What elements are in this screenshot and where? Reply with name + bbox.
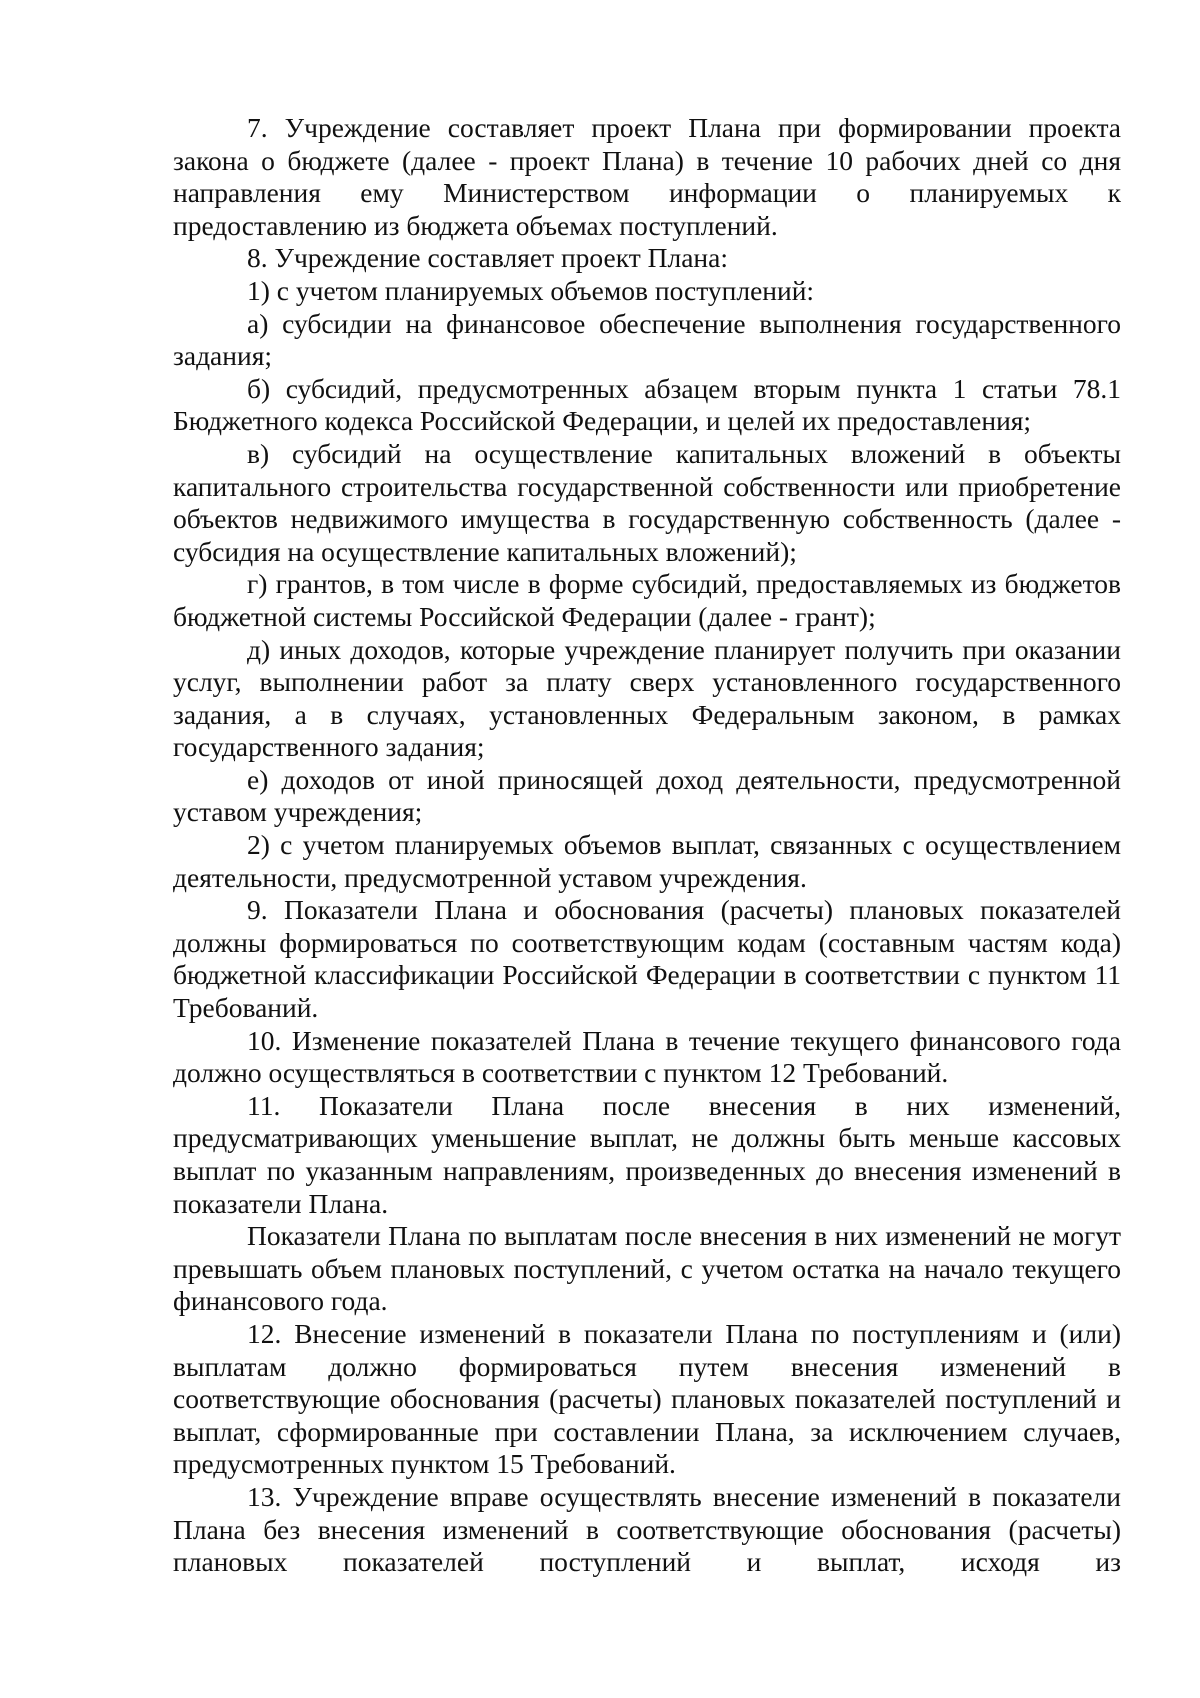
- paragraph-8-item-1-e: е) доходов от иной приносящей доход деятельности, предусмотренной уставом учреждения;: [173, 763, 1121, 828]
- paragraph-8-item-1-g: г) грантов, в том числе в форме субсидий, предоставляемых из бюджетов бюджетной системы Российской Федерации (далее - грант);: [173, 568, 1121, 632]
- paragraph-11: 11. Показатели Плана после внесения в них изменений, предусматривающих уменьшение выплат, не должны быть меньше кассовых выплат по указанным направлениям, произведенных до внесения изменений в показатели Плана.: [173, 1089, 1121, 1219]
- paragraph-9: 9. Показатели Плана и обоснования (расчеты) плановых показателей должны формироваться по соответствующим кодам (составным частям кода) бюджетной классификации Российской Федерации в соответствии с пунктом 11 Требований.: [173, 894, 1121, 1024]
- paragraph-7: 7. Учреждение составляет проект Плана при формировании проекта закона о бюджете (далее - проект Плана) в течение 10 рабочих дней со дня направления ему Министерством информации о планируемых к предоставлению из бюджета объемах поступлений.: [173, 112, 1121, 241]
- document-page: [173, 112, 1121, 1579]
- paragraph-12: 12. Внесение изменений в показатели Плана по поступлениям и (или) выплатам должно формироваться путем внесения изменений в соответствующие обоснования (расчеты) плановых показателей поступлений и выплат, сформированные при составлении Плана, за исключением случаев, предусмотренных пунктом 15 Требований.: [173, 1317, 1121, 1480]
- paragraph-8-item-1-b: б) субсидий, предусмотренных абзацем вторым пункта 1 статьи 78.1 Бюджетного кодекса Российской Федерации, и целей их предоставления;: [173, 372, 1121, 437]
- paragraph-13: 13. Учреждение вправе осуществлять внесение изменений в показатели Плана без внесения изменений в соответствующие обоснования (расчеты) плановых показателей поступлений и выплат, исходя из: [173, 1480, 1121, 1578]
- paragraph-8: 8. Учреждение составляет проект Плана:: [247, 242, 728, 274]
- paragraph-8-item-1-a: а) субсидии на финансовое обеспечение выполнения государственного задания;: [173, 307, 1121, 372]
- paragraph-8-item-1: 1) с учетом планируемых объемов поступлений:: [247, 274, 815, 306]
- paragraph-8-item-1-d: д) иных доходов, которые учреждение планирует получить при оказании услуг, выполнении работ за плату сверх установленного государственного задания, а в случаях, установленных Федеральным законом, в рамках государственного задания;: [173, 633, 1121, 763]
- paragraph-8-item-2: 2) с учетом планируемых объемов выплат, связанных с осуществлением деятельности, предусмотренной уставом учреждения.: [173, 829, 1121, 893]
- paragraph-10: 10. Изменение показателей Плана в течение текущего финансового года должно осуществляться в соответствии с пунктом 12 Требований.: [173, 1024, 1121, 1089]
- paragraph-11-continuation: Показатели Плана по выплатам после внесения в них изменений не могут превышать объем плановых поступлений, с учетом остатка на начало текущего финансового года.: [173, 1220, 1121, 1317]
- paragraph-8-item-1-v: в) субсидий на осуществление капитальных вложений в объекты капитального строительства государственной собственности или приобретение объектов недвижимого имущества в государственную собственность (далее - субсидия на осуществление капитальных вложений);: [173, 437, 1121, 567]
